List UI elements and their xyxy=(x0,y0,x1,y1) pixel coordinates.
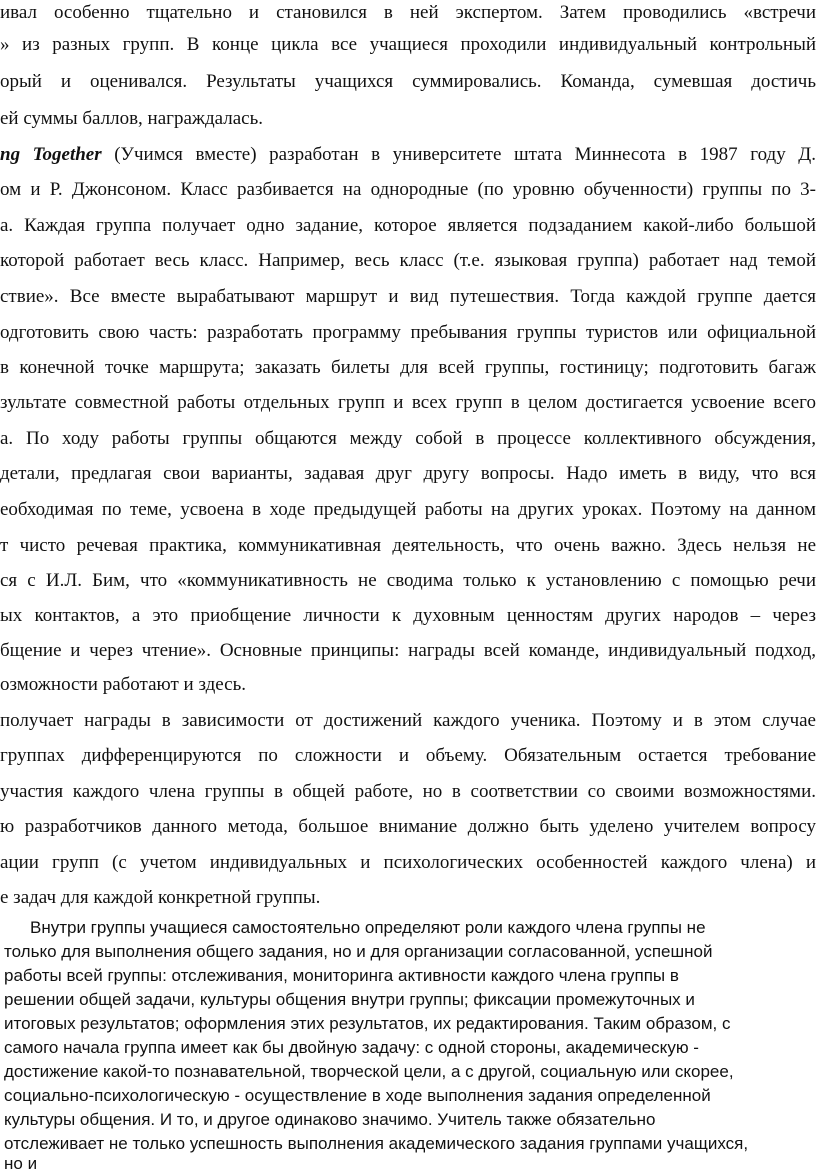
text-line-content: зультате совместной работы отдельных групп и всех групп в целом достигается усвоение всего xyxy=(0,392,816,413)
text-line-content: самого начала группа имеет как бы двойную задачу: с одной стороны, академическую - xyxy=(4,1038,699,1057)
text-line-content: бщение и через чтение». Основные принципы: награды всей команде, индивидуальный подход, xyxy=(0,640,816,661)
text-line xyxy=(0,390,816,416)
text-line xyxy=(4,1036,816,1060)
text-line xyxy=(0,779,816,805)
text-line xyxy=(0,284,816,310)
text-line-content: итоговых результатов; оформления этих результатов, их редактирования. Таким образом, с xyxy=(4,1014,731,1033)
method-title: ng Together xyxy=(0,144,102,165)
text-line-content: (Учимся вместе) разработан в университете штата Миннесота в 1987 году Д. xyxy=(101,144,816,165)
text-line-content: но и xyxy=(4,1154,38,1170)
text-line-content: работы всей группы: отслеживания, мониторинга активности каждого члена группы в xyxy=(4,966,679,985)
text-line xyxy=(0,106,816,132)
text-line xyxy=(0,814,816,840)
text-line-content: культуры общения. И то, и другое одинаково значимо. Учитель также обязательно xyxy=(4,1110,656,1129)
text-line xyxy=(0,885,816,911)
text-line xyxy=(0,603,816,629)
text-line-content: решении общей задачи, культуры общения внутри группы; фиксации промежуточных и xyxy=(4,990,695,1009)
text-line-content: а. Каждая группа получает одно задание, которое является подзаданием какой-либо большой xyxy=(0,215,816,236)
text-line-content: ей суммы баллов, награждалась. xyxy=(0,108,264,129)
text-line xyxy=(0,497,816,523)
text-line-content: » из разных групп. В конце цикла все учащиеся проходили индивидуальный контрольный xyxy=(0,34,816,55)
text-line-content: ых контактов, а это приобщение личности к духовным ценностям других народов – через xyxy=(0,605,816,626)
text-line xyxy=(0,708,816,734)
text-line-content: детали, предлагая свои варианты, задавая друг другу вопросы. Надо иметь в виду, что вся xyxy=(0,463,816,484)
text-line xyxy=(0,426,816,452)
text-line xyxy=(0,743,816,769)
text-line-content: ации групп (с учетом индивидуальных и психологических особенностей каждого члена) и xyxy=(0,852,816,873)
text-line xyxy=(4,1084,816,1108)
text-line-content: ся с И.Л. Бим, что «коммуникативность не сводима только к установлению с помощью речи xyxy=(0,570,816,591)
text-line xyxy=(0,142,816,168)
text-line xyxy=(0,568,816,594)
text-line-content: т чисто речевая практика, коммуникативная деятельность, что очень важно. Здесь нельзя не xyxy=(0,535,816,556)
text-line xyxy=(0,0,816,26)
text-line xyxy=(4,988,816,1012)
text-line-content: ю разработчиков данного метода, большое внимание должно быть уделено учителем вопросу xyxy=(0,816,816,837)
text-line-content: получает награды в зависимости от достижений каждого ученика. Поэтому и в этом случае xyxy=(0,710,816,731)
text-line xyxy=(0,32,816,58)
text-line xyxy=(0,850,816,876)
text-line-content: достижение какой-то познавательной, творческой цели, а с другой, социальную или скорее, xyxy=(4,1062,734,1081)
text-line-content: ивал особенно тщательно и становился в ней экспертом. Затем проводились «встречи xyxy=(0,2,816,23)
text-line-content: участия каждого члена группы в общей работе, но в соответствии со своими возможностями. xyxy=(0,781,816,802)
text-line-content: Внутри группы учащиеся самостоятельно определяют роли каждого члена группы не xyxy=(30,918,706,937)
text-line-content: е задач для каждой конкретной группы. xyxy=(0,887,321,908)
text-line-content: одготовить свою часть: разработать программу пребывания группы туристов или официальной xyxy=(0,322,816,343)
text-line xyxy=(4,940,816,964)
text-line xyxy=(4,1012,816,1036)
text-line xyxy=(4,1108,816,1132)
text-line-content: отслеживает не только успешность выполнения академического задания группами учащихся, xyxy=(4,1134,749,1153)
text-line-content: группах дифференцируются по сложности и объему. Обязательным остается требование xyxy=(0,745,816,766)
text-line xyxy=(0,69,816,95)
text-line xyxy=(0,638,816,664)
text-line xyxy=(4,1152,816,1170)
text-line-content: в конечной точке маршрута; заказать билеты для всей группы, гостиницу; подготовить багаж xyxy=(0,357,816,378)
text-line-content: ом и Р. Джонсоном. Класс разбивается на однородные (по уровню обученности) группы по 3- xyxy=(0,179,816,200)
text-line-content: только для выполнения общего задания, но и для организации согласованной, успешной xyxy=(4,942,713,961)
text-line xyxy=(0,213,816,239)
text-line xyxy=(0,248,816,274)
text-line xyxy=(0,177,816,203)
text-line-content: ствие». Все вместе вырабатывают маршрут и вид путешествия. Тогда каждой группе дается xyxy=(0,286,816,307)
text-line xyxy=(0,320,816,346)
text-line-content: еобходимая по теме, усвоена в ходе предыдущей работы на других уроках. Поэтому на данном xyxy=(0,499,816,520)
text-line xyxy=(30,916,816,940)
text-line xyxy=(4,964,816,988)
text-line xyxy=(4,1060,816,1084)
text-line-content: а. По ходу работы группы общаются между собой в процессе коллективного обсуждения, xyxy=(0,428,816,449)
text-line-content: которой работает весь класс. Например, весь класс (т.е. языковая группа) работает над темой xyxy=(0,250,816,271)
text-line-content: озможности работают и здесь. xyxy=(0,674,247,695)
text-line-content: орый и оценивался. Результаты учащихся суммировались. Команда, сумевшая достичь xyxy=(0,71,816,92)
text-line xyxy=(0,355,816,381)
text-line xyxy=(0,672,816,698)
text-line xyxy=(0,461,816,487)
text-line xyxy=(0,533,816,559)
text-line-content: социально-психологическую - осуществление в ходе выполнения задания определенной xyxy=(4,1086,711,1105)
